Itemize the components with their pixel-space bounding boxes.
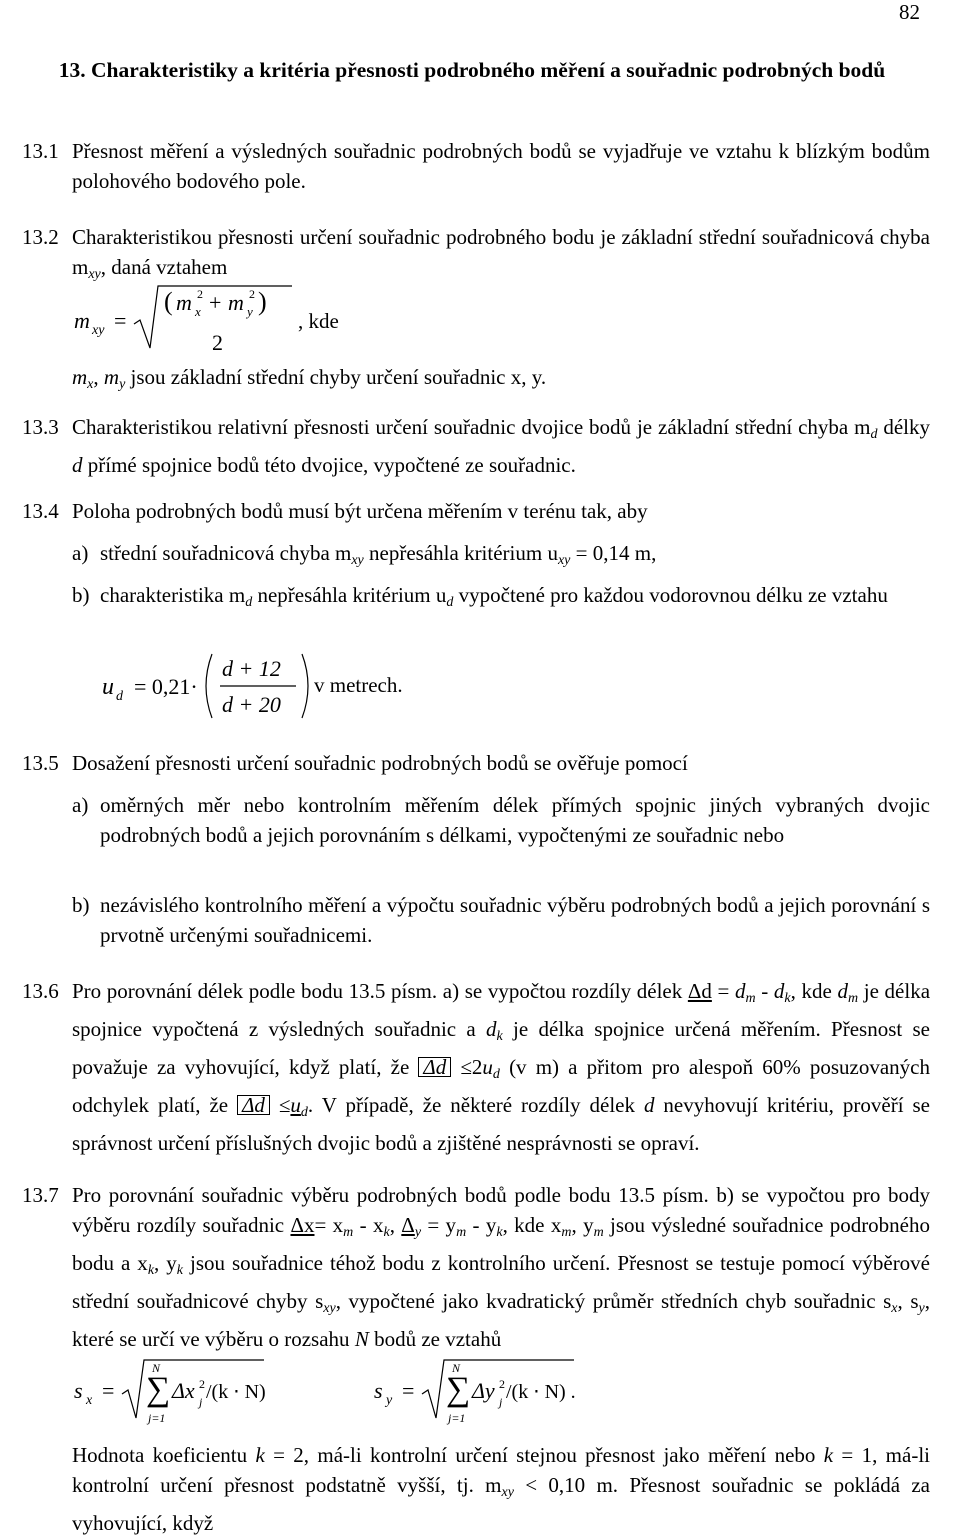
section-title: 13. Charakteristiky a kritéria přesnosti podrobného měření a souřadnic podrobných bodů [58,58,886,82]
svg-text:x: x [86,1393,93,1408]
svg-text:m: m [228,290,244,315]
svg-text:u: u [102,674,114,700]
svg-text:xy: xy [92,323,105,338]
svg-text:N: N [152,1361,161,1375]
section-number: 13.4 [22,499,59,523]
section-13-5 [22,748,930,778]
section-number: 13.1 [22,139,59,163]
svg-text:v metrech.: v metrech. [314,673,403,697]
svg-text:m: m [74,308,90,333]
svg-text:+: + [209,290,222,315]
paragraph-text: Charakteristikou relativní přesnosti určení souřadnic dvojice bodů je základní střední chyba $m_d$ délky d přímé spojnice bodů této dvojice, vypočtené ze souřadnic. [72,415,931,477]
svg-text:j: j [499,1395,503,1409]
paragraph-text: Pro porovnání souřadnic výběru podrobných bodů podle bodu 13.5 písm. b) se vypočtou pro body výběru rozdíly souřadnic $\Delta x= x_m - x_k$, $\Delta_y = y_m - y_k$, kde $x_m$, $y_m$ jsou výsledné souřadnice podrobného bodu a $x_k$, $y_k$ jsou souřadnice téhož bodu z kontrolního určení. Přesnost se testuje pomocí výběrové střední souřadnicové chyby $s_{xy}$, vypočtené jako kvadratický průměr středních chyb souřadnic $s_x$, $s_y$, které se určí ve výběru o rozsahu N bodů ze vztahů [72,1183,931,1351]
list-item-b: b) nezávislého kontrolního měření a výpočtu souřadnic výběru podrobných bodů a jejich porovnání s prvotně určenými souřadnicemi. [72,893,930,947]
svg-text:=: = [114,308,127,333]
svg-text:= 0,21·: = 0,21· [134,674,198,699]
section-13-7 [22,1180,930,1354]
paragraph-text: Dosažení přesnosti určení souřadnic podrobných bodů se ověřuje pomocí [72,751,688,775]
svg-text:x: x [195,304,201,319]
svg-text:2: 2 [199,1377,205,1391]
svg-text:2: 2 [197,287,203,301]
svg-text:Δy: Δy [472,1378,495,1403]
svg-text:=: = [102,1378,115,1403]
svg-text:/(k ⋅ N): /(k ⋅ N) [206,1381,266,1403]
section-13-3 [22,412,930,480]
section-number: 13.5 [22,751,59,775]
svg-text:s: s [374,1378,383,1403]
svg-text:d + 20: d + 20 [222,692,281,717]
svg-text:/(k ⋅ N) .: /(k ⋅ N) . [506,1381,576,1403]
section-13-4 [22,496,930,526]
svg-text:2: 2 [499,1377,505,1391]
svg-text:(: ( [164,287,173,316]
svg-text:y: y [247,304,253,319]
page-number: 82 [899,0,920,24]
svg-text:, kde: , kde [298,309,339,333]
paragraph-text: Přesnost měření a výsledných souřadnic podrobných bodů se vyjadřuje ve vztahu k blízkým bodům polohového bodového pole. [72,139,930,193]
svg-text:d: d [116,689,123,704]
formula-sx [72,1358,372,1430]
formula-ud [100,648,440,722]
svg-text:j=1: j=1 [148,1411,166,1425]
section-number: 13.7 [22,1183,59,1207]
section-13-1 [22,136,930,196]
section-13-2 [22,222,930,290]
closing-paragraph: Hodnota koeficientu k = 2, má-li kontrolní určení stejnou přesnost jako měření nebo k = 1, má-li kontrolní určení přesnost podstatně vyšší, tj. $m_{xy} < 0,10$ m. Přesnost souřadnic se pokládá za vyhovující, když [72,1443,931,1535]
formula-sy [372,1358,692,1430]
svg-text:=: = [402,1378,415,1403]
svg-text:d + 12: d + 12 [222,656,281,681]
svg-text:N: N [452,1361,461,1375]
svg-text:2: 2 [249,287,255,301]
svg-text:Δx: Δx [172,1378,195,1403]
paragraph-text: Charakteristikou přesnosti určení souřadnic podrobného bodu je základní střední souřadnicová chyba $m_{xy}$, daná vztahem [72,225,930,282]
svg-text:s: s [74,1378,83,1403]
section-13-6 [22,976,930,1158]
svg-text:y: y [386,1393,393,1408]
svg-text:2: 2 [212,330,223,355]
list-item-b: b) charakteristika $m_d$ nepřesáhla kritérium $u_d$ vypočtené pro každou vodorovnou délku ze vztahu [72,583,888,610]
paragraph-text: Pro porovnání délek podle bodu 13.5 písm. a) se vypočtou rozdíly délek $\Delta d = d_m - d_k$, kde $d_m$ je délka spojnice vypočtená z výsledných souřadnic a $d_k$ je délka spojnice určená měřením. Přesnost se považuje za vyhovující, když platí, že $\Delta d \le 2u_d$ (v m) a přitom pro alespoň 60% posuzovaných odchylek platí, že $\Delta d \le u_d$. V případě, že některé rozdíly délek d nevyhovují kritériu, prověří se správnost určení příslušných dvojic bodů a zjištěné nesprávnosti se opraví. [72,979,931,1155]
svg-text:): ) [258,287,267,316]
svg-text:j: j [199,1395,203,1409]
section-number: 13.2 [22,225,59,249]
svg-text:j=1: j=1 [448,1411,466,1425]
section-number: 13.3 [22,415,59,439]
list-item-a: a) oměrných měr nebo kontrolním měřením délek přímých spojnic jiných vybraných dvojic podrobných bodů a jejich porovnáním s délkami, vypočtenými ze souřadnic nebo [72,793,930,847]
section-number: 13.6 [22,979,59,1003]
svg-text:∑: ∑ [146,1371,171,1408]
formula-mxy [72,284,339,356]
svg-text:m: m [176,290,192,315]
formula-note: $m_x$, $m_y$ jsou základní střední chyby určení souřadnic x, y. [72,365,547,392]
paragraph-text: Poloha podrobných bodů musí být určena měřením v terénu tak, aby [72,499,648,523]
svg-text:∑: ∑ [446,1371,471,1408]
list-item-a: a) střední souřadnicová chyba $m_{xy}$ nepřesáhla kritérium $u_{xy} = 0,14$ m, [72,541,657,568]
